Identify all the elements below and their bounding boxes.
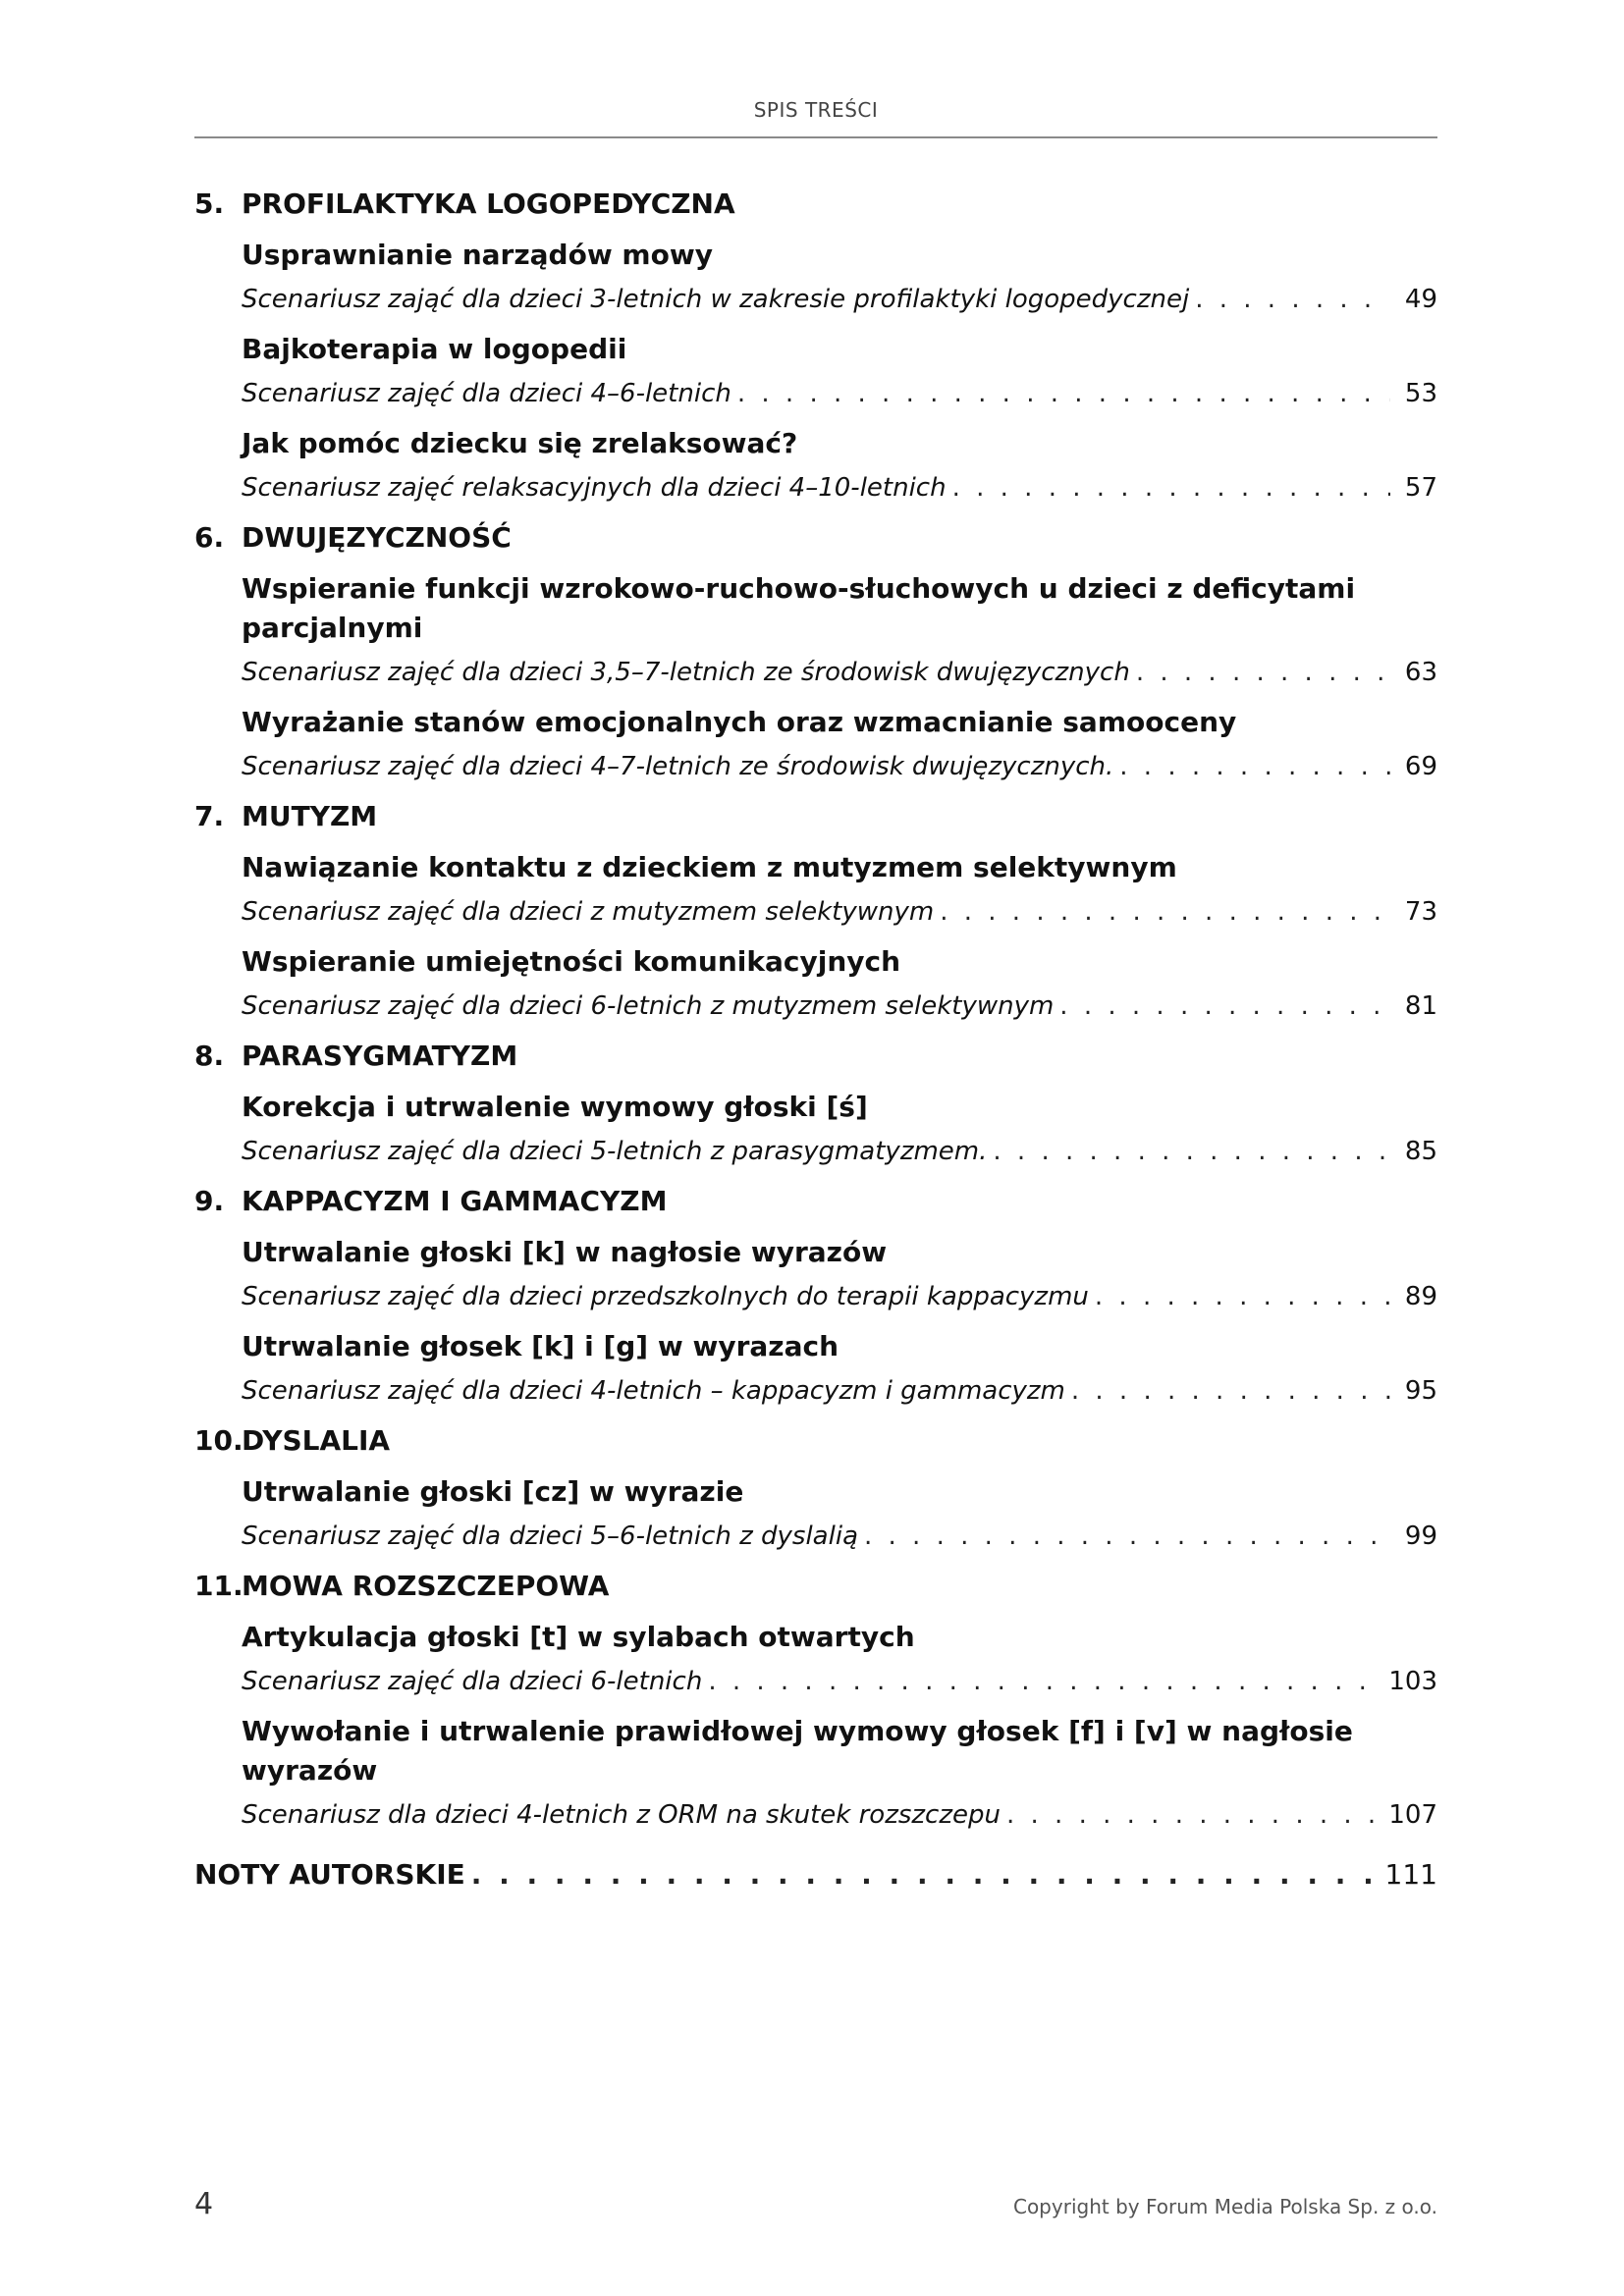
chapter-heading (194, 1182, 1437, 1221)
dot-leader (737, 375, 1390, 412)
chapter-number: 11. (194, 1570, 244, 1602)
chapter-title: MOWA ROZSZCZEPOWA (242, 1570, 610, 1602)
footer-copyright: Copyright by Forum Media Polska Sp. z o.o. (1012, 2195, 1437, 2218)
entry-title: Nawiązanie kontaktu z dzieckiem z mutyzmem selektywnym (242, 851, 1177, 883)
entry-subtitle: Scenariusz zajęć dla dzieci z mutyzmem selektywnym (242, 897, 935, 927)
entry-subtitle: Scenariusz zajęć dla dzieci 6-letnich (242, 1667, 703, 1696)
chapter-number: 10. (194, 1424, 244, 1457)
entry-title: Jak pomóc dziecku się zrelaksować? (242, 427, 798, 459)
chapter-title: PARASYGMATYZM (242, 1040, 518, 1072)
chapter-11 (194, 1567, 1437, 1834)
toc-entry[interactable] (194, 330, 1437, 412)
page-number: 103 (1388, 1667, 1437, 1696)
entry-title: Bajkoterapia w logopedii (242, 333, 627, 365)
chapter-number: 7. (194, 800, 225, 832)
chapter-heading (194, 185, 1437, 224)
toc-entry[interactable] (194, 1618, 1437, 1700)
page-number: 57 (1404, 473, 1437, 503)
entry-subtitle: Scenariusz zajęć dla dzieci 4–6-letnich (242, 379, 731, 408)
page-number: 85 (1404, 1137, 1437, 1166)
entry-subtitle: Scenariusz zająć dla dzieci 3-letnich w zakresie profilaktyki logopedycznej (242, 285, 1190, 314)
toc-entry[interactable] (194, 424, 1437, 507)
dot-leader (1136, 654, 1390, 691)
chapter-number: 6. (194, 521, 225, 554)
entry-title: Artykulacja głoski [t] w sylabach otwartych (242, 1621, 915, 1653)
entry-title: Wyrażanie stanów emocjonalnych oraz wzmacnianie samooceny (242, 706, 1237, 738)
running-header: SPIS TREŚCI (753, 98, 879, 122)
entry-line (242, 281, 1437, 318)
entry-subtitle: Scenariusz zajęć dla dzieci 4–7-letnich ze środowisk dwujęzycznych. (242, 752, 1114, 781)
page-number: 107 (1388, 1800, 1437, 1830)
entry-title: Usprawnianie narządów mowy (242, 239, 713, 271)
entry-line (242, 988, 1437, 1025)
dot-leader (708, 1663, 1382, 1700)
toc-entry[interactable] (194, 1088, 1437, 1170)
entry-title: Wspieranie funkcji wzrokowo-ruchowo-słuchowych u dzieci z deficytami parcjalnymi (242, 572, 1356, 644)
entry-line (242, 654, 1437, 691)
page-number: 63 (1404, 658, 1437, 687)
entry-line (242, 1372, 1437, 1410)
chapter-8 (194, 1037, 1437, 1170)
toc-entry[interactable] (194, 1712, 1437, 1834)
entry-line (242, 893, 1437, 931)
dot-leader (993, 1133, 1390, 1170)
dot-leader (940, 893, 1390, 931)
chapter-10 (194, 1421, 1437, 1555)
toc-entry[interactable] (194, 1233, 1437, 1315)
chapter-heading (194, 1421, 1437, 1461)
entry-line (242, 1133, 1437, 1170)
entry-subtitle: Scenariusz zajęć dla dzieci 5–6-letnich z dyslalią (242, 1522, 858, 1551)
dot-leader (1071, 1372, 1390, 1410)
dot-leader (471, 1855, 1380, 1895)
entry-title: Utrwalanie głoski [k] w nagłosie wyrazów (242, 1236, 888, 1268)
page-number: 89 (1404, 1282, 1437, 1311)
toc-entry[interactable] (194, 1472, 1437, 1555)
dot-leader (864, 1518, 1390, 1555)
chapter-title: DWUJĘZYCZNOŚĆ (242, 521, 512, 554)
toc-entry[interactable] (194, 1327, 1437, 1410)
chapter-heading (194, 1567, 1437, 1606)
footer-page-number: 4 (194, 2187, 214, 2221)
page-number: 99 (1404, 1522, 1437, 1551)
chapter-6 (194, 518, 1437, 785)
entry-line (242, 1663, 1437, 1700)
toc-entry[interactable] (194, 703, 1437, 785)
dot-leader (1195, 281, 1390, 318)
chapter-heading (194, 797, 1437, 836)
entry-line (242, 748, 1437, 785)
dot-leader (1119, 748, 1390, 785)
page-number: 73 (1404, 897, 1437, 927)
entry-subtitle: Scenariusz zajęć dla dzieci 6-letnich z mutyzmem selektywnym (242, 991, 1055, 1021)
entry-title: Utrwalanie głoski [cz] w wyrazie (242, 1475, 744, 1508)
page-number: 53 (1404, 379, 1437, 408)
toc-entry[interactable] (194, 942, 1437, 1025)
entry-line (242, 1518, 1437, 1555)
chapter-7 (194, 797, 1437, 1025)
toc-entry[interactable] (194, 569, 1437, 691)
chapter-9 (194, 1182, 1437, 1410)
entry-line (242, 1278, 1437, 1315)
chapter-heading (194, 1037, 1437, 1076)
notes-title: NOTY AUTORSKIE (194, 1858, 465, 1891)
entry-subtitle: Scenariusz zajęć dla dzieci 4-letnich – kappacyzm i gammacyzm (242, 1376, 1065, 1406)
entry-title: Korekcja i utrwalenie wymowy głoski [ś] (242, 1091, 868, 1123)
entry-subtitle: Scenariusz dla dzieci 4-letnich z ORM na skutek rozszczepu (242, 1800, 1001, 1830)
entry-title: Wspieranie umiejętności komunikacyjnych (242, 945, 901, 978)
page-number: 81 (1404, 991, 1437, 1021)
entry-title: Utrwalanie głosek [k] i [g] w wyrazach (242, 1330, 839, 1362)
chapter-title: DYSLALIA (242, 1424, 391, 1457)
entry-line (242, 469, 1437, 507)
chapter-title: KAPPACYZM I GAMMACYZM (242, 1185, 668, 1217)
entry-subtitle: Scenariusz zajęć dla dzieci 3,5–7-letnich ze środowisk dwujęzycznych (242, 658, 1130, 687)
dot-leader (1095, 1278, 1390, 1315)
chapter-5 (194, 185, 1437, 507)
entry-line (242, 1796, 1437, 1834)
chapter-number: 9. (194, 1185, 225, 1217)
page-number: 49 (1404, 285, 1437, 314)
dot-leader (1006, 1796, 1382, 1834)
page-number: 111 (1384, 1858, 1437, 1891)
entry-subtitle: Scenariusz zajęć relaksacyjnych dla dzieci 4–10-letnich (242, 473, 947, 503)
chapter-number: 8. (194, 1040, 225, 1072)
dot-leader (952, 469, 1390, 507)
page-number: 69 (1404, 752, 1437, 781)
entry-line (242, 375, 1437, 412)
chapter-heading (194, 518, 1437, 558)
toc-entry[interactable] (194, 236, 1437, 318)
toc-entry-notes[interactable] (194, 1855, 1437, 1895)
page-number: 95 (1404, 1376, 1437, 1406)
entry-title: Wywołanie i utrwalenie prawidłowej wymowy głosek [f] i [v] w nagłosie wyrazów (242, 1715, 1353, 1787)
entry-subtitle: Scenariusz zajęć dla dzieci przedszkolnych do terapii kappacyzmu (242, 1282, 1089, 1311)
header-divider (194, 136, 1437, 138)
chapter-number: 5. (194, 187, 225, 220)
dot-leader (1059, 988, 1390, 1025)
chapter-title: MUTYZM (242, 800, 378, 832)
toc-entry[interactable] (194, 848, 1437, 931)
chapter-title: PROFILAKTYKA LOGOPEDYCZNA (242, 187, 735, 220)
entry-subtitle: Scenariusz zajęć dla dzieci 5-letnich z parasygmatyzmem. (242, 1137, 988, 1166)
table-of-contents (194, 185, 1437, 1895)
